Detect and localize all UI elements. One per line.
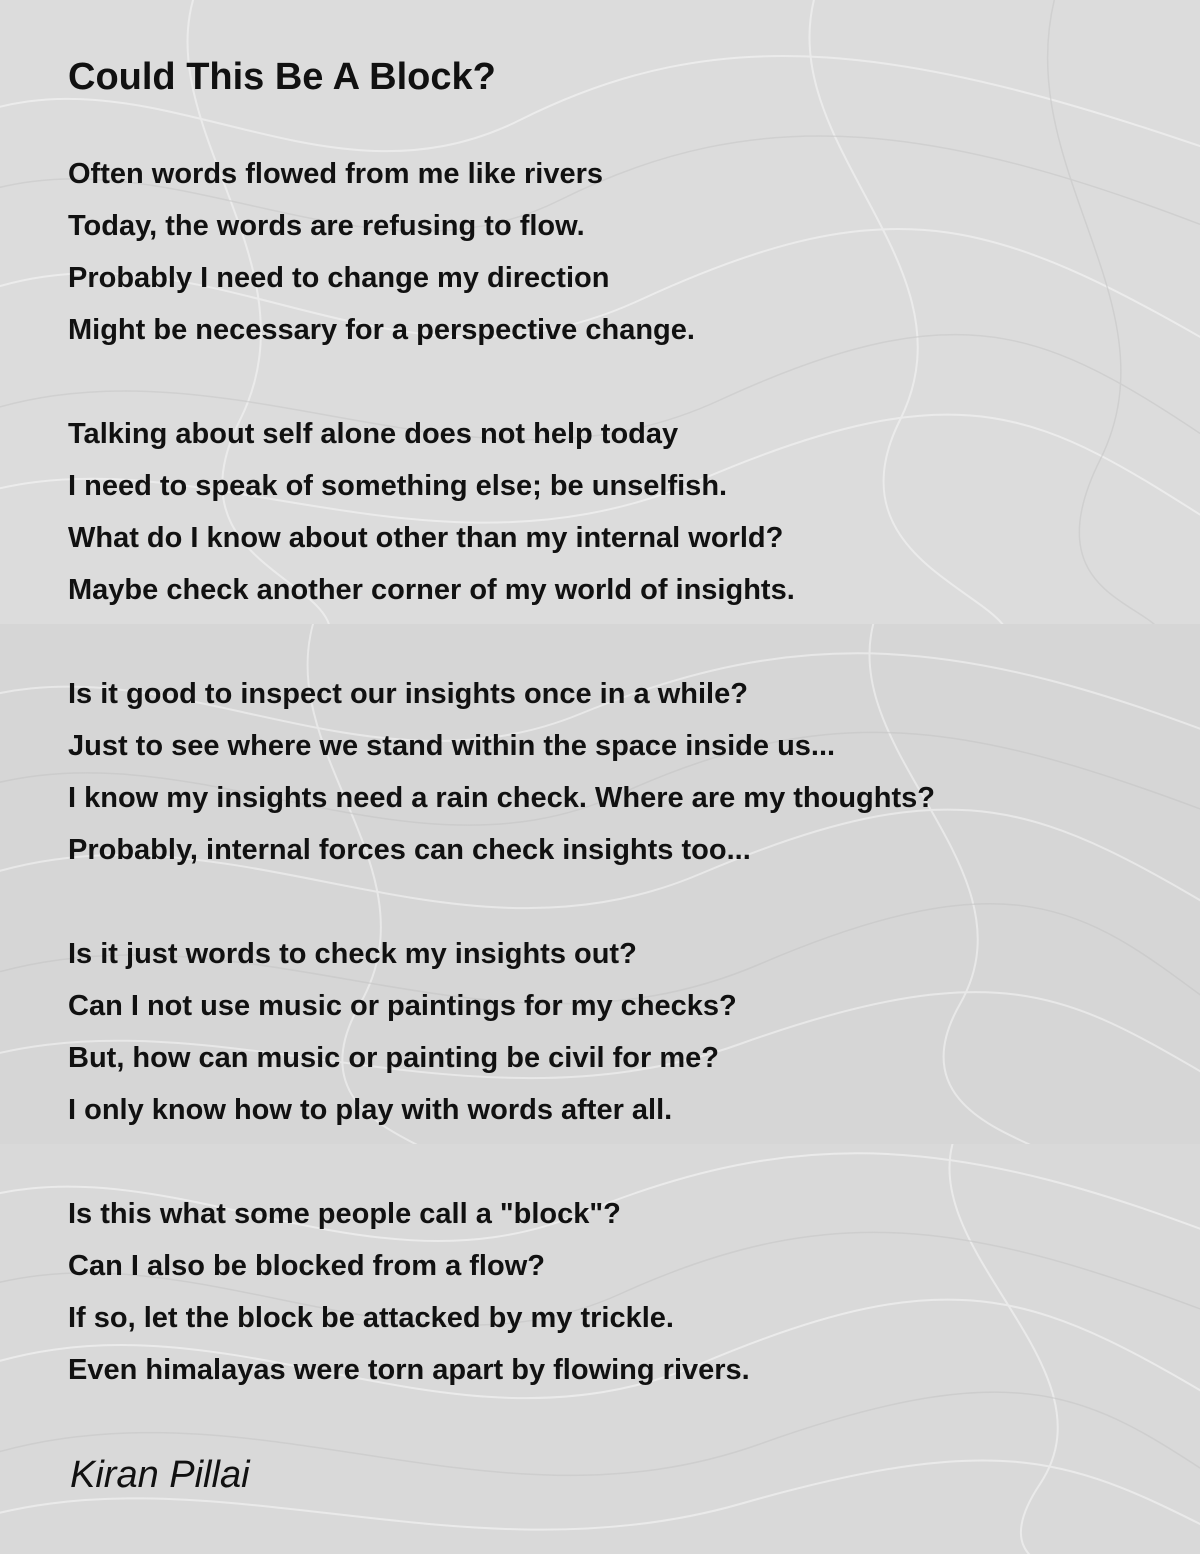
poem-line: Today, the words are refusing to flow. [68, 210, 585, 242]
stanza-4 [68, 928, 737, 1136]
poem-line: Might be necessary for a perspective change. [68, 314, 695, 346]
poem-line: Talking about self alone does not help today [68, 418, 679, 450]
poem-line: Can I also be blocked from a flow? [68, 1250, 545, 1282]
poem-line: I know my insights need a rain check. Where are my thoughts? [68, 782, 935, 814]
stanza-3 [68, 668, 935, 876]
stanza-5 [68, 1188, 750, 1396]
poem-line: Just to see where we stand within the space inside us... [68, 730, 836, 762]
poem-line: Can I not use music or paintings for my checks? [68, 990, 737, 1022]
poem-line: But, how can music or painting be civil for me? [68, 1042, 719, 1074]
poem-line: What do I know about other than my internal world? [68, 522, 784, 554]
poem-line: I need to speak of something else; be unselfish. [68, 470, 728, 502]
poem-title: Could This Be A Block? [68, 56, 496, 98]
poem-line: Is this what some people call a "block"? [68, 1198, 621, 1230]
stanza-1 [68, 148, 695, 356]
poem-line: Maybe check another corner of my world of insights. [68, 574, 795, 606]
poem-line: Even himalayas were torn apart by flowing rivers. [68, 1354, 750, 1386]
poem-author: Kiran Pillai [70, 1454, 250, 1496]
poem-line: I only know how to play with words after all. [68, 1094, 673, 1126]
poem-line: Is it good to inspect our insights once in a while? [68, 678, 748, 710]
poem-line: Often words flowed from me like rivers [68, 158, 604, 190]
poem-line: If so, let the block be attacked by my trickle. [68, 1302, 674, 1334]
stanza-2 [68, 408, 795, 616]
poem-line: Probably, internal forces can check insights too... [68, 834, 751, 866]
poem-line: Is it just words to check my insights out? [68, 938, 637, 970]
poem-line: Probably I need to change my direction [68, 262, 610, 294]
